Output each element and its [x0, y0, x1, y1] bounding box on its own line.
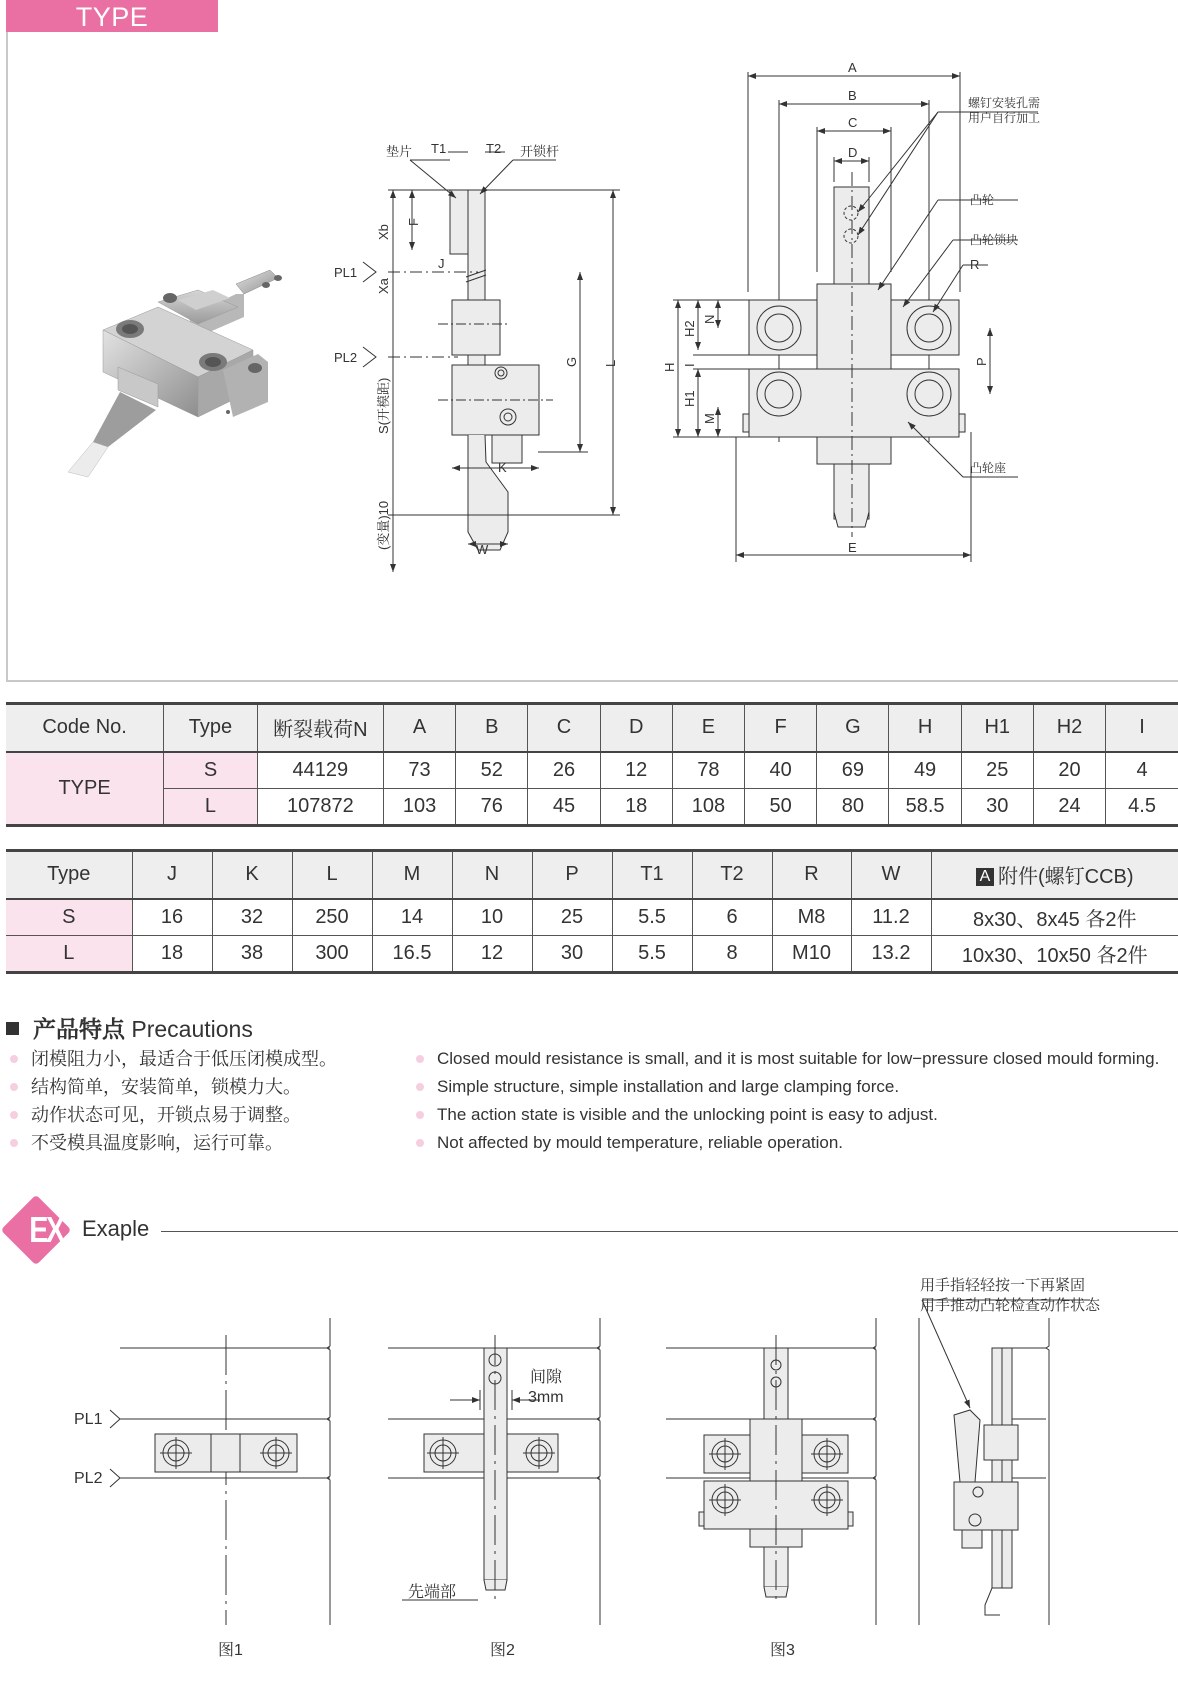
figure-4-drawing — [918, 1300, 1090, 1625]
header-p: P — [532, 851, 612, 899]
header-h2: H2 — [1033, 704, 1105, 752]
cell: 69 — [817, 752, 889, 789]
cell: 30 — [961, 789, 1033, 826]
cell: 32 — [212, 899, 292, 936]
svg-text:垫片: 垫片 — [386, 144, 413, 159]
cell: 16 — [132, 899, 212, 936]
header-b: B — [456, 704, 528, 752]
svg-text:T1: T1 — [431, 141, 447, 156]
ex-badge-text: EX — [29, 1209, 63, 1250]
svg-text:R: R — [970, 257, 980, 272]
cell: 4 — [1106, 752, 1178, 789]
square-bullet-icon — [6, 1022, 19, 1035]
cell: 80 — [817, 789, 889, 826]
list-item: 动作状态可见，开锁点易于调整。 — [6, 1101, 337, 1129]
cell: 25 — [532, 899, 612, 936]
list-item: 闭模阻力小，最适合于低压闭模成型。 — [6, 1045, 337, 1073]
header-j: J — [132, 851, 212, 899]
header-f: F — [745, 704, 817, 752]
header-a: A — [383, 704, 455, 752]
svg-text:S(开模距): S(开模距) — [376, 377, 391, 434]
side-view-drawing — [363, 152, 620, 572]
cell: 49 — [889, 752, 961, 789]
figure-1-drawing — [110, 1318, 330, 1625]
header-r: R — [772, 851, 851, 899]
list-item: The action state is visible and the unlocking point is easy to adjust. — [412, 1101, 1159, 1129]
cell: 11.2 — [851, 899, 931, 936]
accessory-header-label: 附件(螺钉CCB) — [997, 866, 1134, 889]
header-breaking-load: 断裂载荷N — [257, 704, 383, 752]
technical-drawing — [8, 32, 1178, 682]
list-item: 结构简单，安装简单，锁模力大。 — [6, 1073, 337, 1101]
svg-text:C: C — [848, 115, 858, 130]
svg-text:螺钉安装孔需: 螺钉安装孔需 — [968, 96, 1041, 110]
svg-text:H2: H2 — [682, 320, 697, 337]
cell: 250 — [292, 899, 372, 936]
features-title-cn: 产品特点 — [33, 1016, 125, 1042]
cell: 5.5 — [612, 899, 692, 936]
header-g: G — [817, 704, 889, 752]
cell: 108 — [672, 789, 744, 826]
cell: 14 — [372, 899, 452, 936]
list-item: Simple structure, simple installation and large clamping force. — [412, 1073, 1159, 1101]
header-e: E — [672, 704, 744, 752]
svg-text:L: L — [603, 359, 618, 367]
cell: 78 — [672, 752, 744, 789]
cell: 12 — [600, 752, 672, 789]
cell: 10 — [452, 899, 532, 936]
cell: 20 — [1033, 752, 1105, 789]
cell: 30 — [532, 936, 612, 973]
svg-text:PL2: PL2 — [334, 350, 358, 365]
svg-text:W: W — [476, 542, 489, 557]
cell: 50 — [745, 789, 817, 826]
header-n: N — [452, 851, 532, 899]
cell: 52 — [456, 752, 528, 789]
table-row — [6, 752, 1178, 789]
header-k: K — [212, 851, 292, 899]
features-heading — [6, 1011, 253, 1044]
cell: 44129 — [257, 752, 383, 789]
svg-text:H: H — [662, 362, 677, 372]
cell: M8 — [772, 899, 851, 936]
cell: 24 — [1033, 789, 1105, 826]
divider — [161, 1231, 1178, 1232]
spec-table-1 — [6, 702, 1178, 827]
header-type: Type — [6, 851, 132, 899]
header-h1: H1 — [961, 704, 1033, 752]
header-type: Type — [164, 704, 258, 752]
cell: 18 — [132, 936, 212, 973]
table-row — [6, 936, 1178, 973]
cell: 58.5 — [889, 789, 961, 826]
svg-text:N: N — [702, 314, 717, 324]
header-code-no: Code No. — [6, 704, 164, 752]
header-t2: T2 — [692, 851, 772, 899]
header-d: D — [600, 704, 672, 752]
svg-text:E: E — [848, 540, 857, 555]
figure-2-drawing — [388, 1318, 600, 1625]
cell: 103 — [383, 789, 455, 826]
features-list-cn — [6, 1045, 337, 1157]
type-cell: L — [164, 789, 258, 826]
type-cell: S — [164, 752, 258, 789]
figure-2-caption: 图2 — [490, 1642, 515, 1659]
fig4-note-2: 用手推动凸轮检查动作状态 — [920, 1297, 1101, 1314]
header-i: I — [1106, 704, 1178, 752]
svg-text:Xb: Xb — [376, 224, 391, 240]
svg-text:A: A — [848, 60, 857, 75]
features-list-en — [412, 1045, 1159, 1157]
list-item: Closed mould resistance is small, and it is most suitable for low−pressure closed mould forming. — [412, 1045, 1159, 1073]
technical-drawing-frame — [6, 32, 1178, 682]
features-title-en: Precautions — [131, 1016, 253, 1042]
figure-3-caption: 图3 — [770, 1642, 795, 1659]
gap-value: 3mm — [528, 1389, 564, 1406]
table-row — [6, 899, 1178, 936]
svg-text:用户自行加工: 用户自行加工 — [968, 111, 1041, 125]
svg-text:PL1: PL1 — [334, 265, 358, 280]
pl2-label: PL2 — [74, 1470, 103, 1487]
cell: 6 — [692, 899, 772, 936]
example-figures — [0, 1270, 1178, 1693]
svg-text:B: B — [848, 88, 857, 103]
cell: 5.5 — [612, 936, 692, 973]
cell: 300 — [292, 936, 372, 973]
pl1-label: PL1 — [74, 1411, 103, 1428]
cell: 18 — [600, 789, 672, 826]
spec-table-2 — [6, 849, 1178, 974]
svg-text:J: J — [438, 256, 445, 271]
svg-text:D: D — [848, 145, 858, 160]
svg-text:M: M — [702, 413, 717, 424]
list-item: Not affected by mould temperature, reliable operation. — [412, 1129, 1159, 1157]
example-title: Exaple — [82, 1216, 150, 1241]
svg-text:凸轮锁块: 凸轮锁块 — [970, 233, 1019, 247]
cell: 40 — [745, 752, 817, 789]
table-row — [6, 789, 1178, 826]
figure-1-caption: 图1 — [218, 1642, 243, 1659]
cell: 26 — [528, 752, 600, 789]
cell: 73 — [383, 752, 455, 789]
svg-text:P: P — [974, 357, 989, 366]
fig4-note-1: 用手指轻轻按一下再紧固 — [920, 1277, 1086, 1294]
cell: 8 — [692, 936, 772, 973]
svg-text:Xa: Xa — [376, 278, 391, 294]
header-c: C — [528, 704, 600, 752]
header-l: L — [292, 851, 372, 899]
svg-text:T2: T2 — [486, 141, 502, 156]
accessory-cell: 10x30、10x50 各2件 — [931, 936, 1178, 973]
figure-3-drawing — [666, 1318, 876, 1625]
svg-text:(变量)10: (变量)10 — [376, 500, 391, 550]
code-cell: TYPE — [6, 752, 164, 826]
svg-text:F: F — [406, 218, 421, 226]
header-t1: T1 — [612, 851, 692, 899]
header-w: W — [851, 851, 931, 899]
svg-text:I: I — [682, 363, 697, 367]
svg-text:开锁杆: 开锁杆 — [520, 144, 560, 159]
gap-label: 间隙 — [530, 1369, 563, 1386]
svg-text:G: G — [564, 356, 579, 367]
cell: 12 — [452, 936, 532, 973]
cell: 16.5 — [372, 936, 452, 973]
cell: 76 — [456, 789, 528, 826]
header-accessory — [931, 851, 1178, 899]
accessory-badge-icon: A — [976, 868, 994, 886]
tip-label: 先端部 — [408, 1584, 457, 1601]
svg-text:凸轮座: 凸轮座 — [970, 461, 1007, 475]
cell: 107872 — [257, 789, 383, 826]
list-item: 不受模具温度影响，运行可靠。 — [6, 1129, 337, 1157]
cell: 38 — [212, 936, 292, 973]
cell: 45 — [528, 789, 600, 826]
accessory-cell: 8x30、8x45 各2件 — [931, 899, 1178, 936]
header-m: M — [372, 851, 452, 899]
svg-text:凸轮: 凸轮 — [970, 193, 995, 207]
product-photo — [68, 270, 282, 477]
svg-text:K: K — [498, 460, 507, 475]
svg-text:H1: H1 — [682, 390, 697, 407]
type-cell: S — [6, 899, 132, 936]
type-section-tab: TYPE — [6, 0, 218, 32]
cell: 13.2 — [851, 936, 931, 973]
cell: 4.5 — [1106, 789, 1178, 826]
cell: 25 — [961, 752, 1033, 789]
type-cell: L — [6, 936, 132, 973]
header-h: H — [889, 704, 961, 752]
example-heading — [6, 1195, 1178, 1265]
cell: M10 — [772, 936, 851, 973]
